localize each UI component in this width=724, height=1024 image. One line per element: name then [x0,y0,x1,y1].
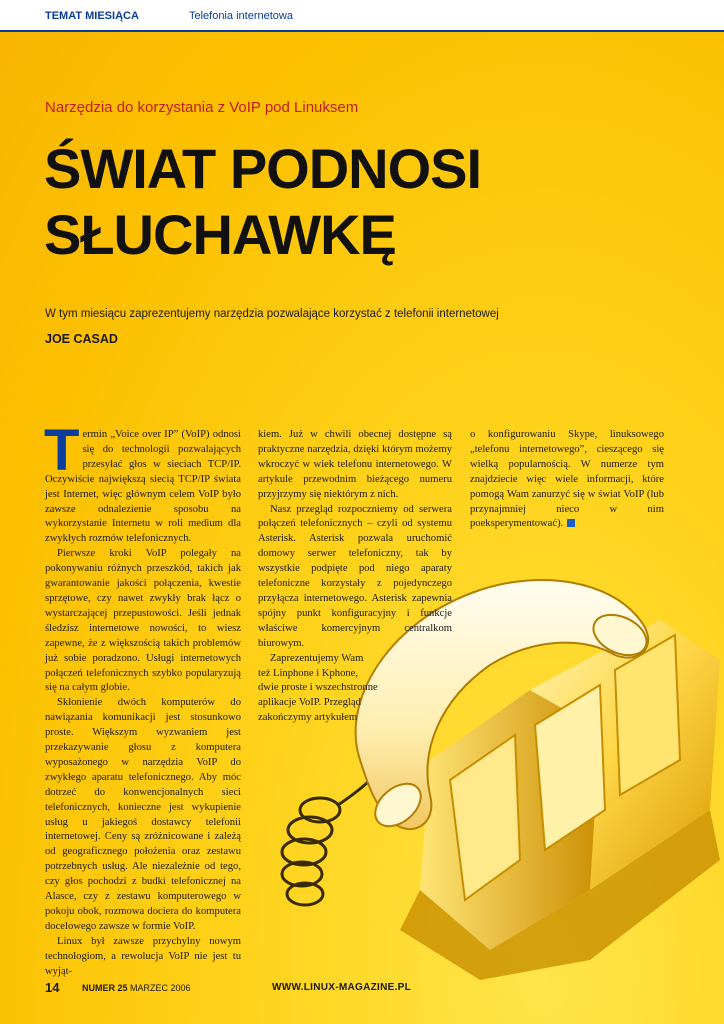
paragraph: Skłonienie dwóch komputerów do nawiązania komunikacji jest stosunkowo proste. Większym wyzwaniem jest przekazywanie głosu z komputera wyposażonego w narzędzia VoIP do zwykłego aparatu telefonicznego. Aby móc dotrzeć do konwencjonalnych sieci telefonicznych, konieczne jest wykupienie usług u jakiegoś dostawcy telefonii internetowej. Ceny są zróżnicowane i zależą od geograficznego położenia oraz zestawu potrzebnych usług. Ale niezależnie od tego, czy głos pochodzi z budki telefonicznej na Alasce, czy z zestawu komputerowego w pokoju obok, rozmowa dociera do komputera docelowego zawsze w formie VoIP. [45,697,241,932]
paragraph: Pierwsze kroki VoIP polegały na pokonywaniu różnych przeszkód, takich jak gwarantowanie jakości połączenia, kwestie sprzętowe, czy nawet zwykły brak łącz o wystarczającej przepustowości. Jeśli jednak śledzisz internetowe nowości, to wiesz zapewne, że z większością takich problemów już sobie poradzono. Usługi internetowych połączeń telefonicznych szybko popularyzują się na całym globie. [45,548,241,694]
headline-line-2: SŁUCHAWKĘ [44,203,396,266]
paragraph: Zaprezentujemy Wam też Linphone i Kphone, dwie proste i wszechstronne aplikacje VoIP. Przegląd zakończymy artykułem [258,652,378,724]
dropcap: T [44,418,80,483]
issue-info: NUMER 25 MARZEC 2006 [82,983,191,993]
category-label: Telefonia internetowa [189,10,293,22]
article-kicker: Narzędzia do korzystania z VoIP pod Linuksem [45,99,359,116]
article-lead: W tym miesiącu zaprezentujemy narzędzia pozwalające korzystać z telefonii internetowej [45,308,499,320]
paragraph: kiem. Już w chwili obecnej dostępne są praktyczne narzędzia, dzięki którym możemy wkroczyć w wiek telefonu internetowego. W artykule przewodnim bieżącego numeru przyjrzymy się niektórym z nich. [258,429,452,500]
phone-cord [282,780,370,905]
article-headline [44,136,481,268]
top-rule [0,30,724,32]
text-column-1 [44,418,241,980]
end-mark-icon [567,519,575,527]
article-author: JOE CASAD [45,332,118,346]
page-number: 14 [45,980,60,995]
text-column-2 [258,428,452,726]
top-bar [0,0,724,32]
paragraph: o konfigurowaniu Skype, linuksowego „telefonu internetowego”, cieszącego się wielką popularnością. W numerze tym znajdziecie więc wiele informacji, które pomogą Wam zanurzyć się w świat VoIP (lub przynajmniej nieco w nim poeksperymentować). [470,429,664,530]
paragraph: Linux był zawsze przychylny nowym technologiom, a rewolucja VoIP nie jest tu wyjąt- [45,935,241,977]
paragraph: Termin „Voice over IP” (VoIP) odnosi się do technologii pozwalających przesyłać głos w sieciach TCP/IP. Oczywiście największą siecią TCP/IP świata jest Internet, więc głównym celem VoIP było zawsze odnalezienie sposobu na wykorzystanie Internetu w roli medium dla zwykłych rozmów telefonicznych. [44,418,241,545]
section-label: TEMAT MIESIĄCA [45,10,139,22]
magazine-url[interactable]: WWW.LINUX-MAGAZINE.PL [272,982,412,993]
text-column-3 [470,428,664,532]
paragraph: Nasz przegląd rozpoczniemy od serwera połączeń telefonicznych – czyli od systemu Asterisk. Asterisk pozwala uruchomić domowy serwer telefoniczny, tak by wszystkie podpięte pod niego aparaty telefoniczne korzystały z pojedynczego przyłącza internetowego. Asterisk zapewnia spójny punkt konfiguracyjny i funkcje właściwe komercyjnym centralkom biurowym. [258,503,452,649]
headline-line-1: ŚWIAT PODNOSI [44,137,482,200]
